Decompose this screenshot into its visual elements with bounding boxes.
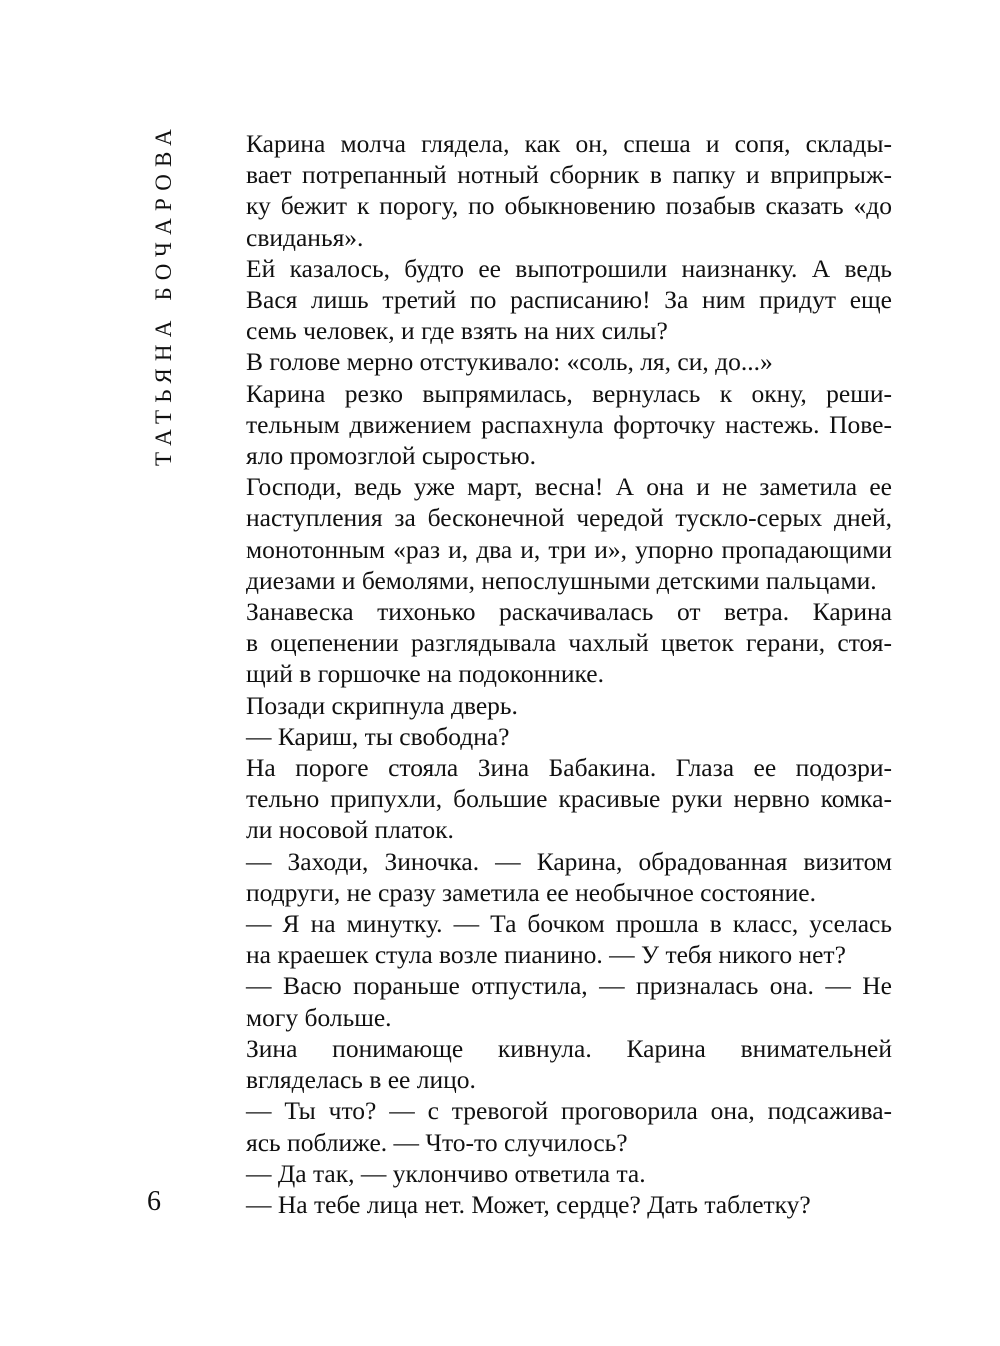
paragraph — [208, 253, 892, 347]
paragraph — [208, 1189, 892, 1220]
paragraph — [208, 1095, 892, 1157]
text-line: Карина молча глядела, как он, спеша и сопя, склады- — [246, 129, 892, 158]
text-line: подруги, не сразу заметила ее необычное состояние. — [246, 877, 816, 907]
text-line: Зина понимающе кивнула. Карина внимательней — [246, 1033, 892, 1063]
paragraph — [208, 846, 892, 908]
body-text — [208, 128, 892, 1220]
text-line: ясь поближе. — Что-то случилось? — [246, 1127, 628, 1157]
text-line: — Кариш, ты свободна? — [246, 721, 510, 751]
text-line: — Ты что? — с тревогой проговорила она, подсажива- — [246, 1096, 892, 1126]
text-line: ку бежит к порогу, по обыкновению позабыв сказать «до — [246, 191, 892, 221]
running-head — [147, 122, 181, 466]
paragraph — [208, 471, 892, 596]
paragraph — [208, 721, 892, 752]
text-line: — Я на минутку. — Та бочком прошла в класс, уселась — [246, 909, 892, 939]
text-line: вгляделась в ее лицо. — [246, 1065, 476, 1095]
text-line: Позади скрипнула дверь. — [246, 690, 518, 720]
text-line: на краешек стула возле пианино. — У тебя никого нет? — [246, 940, 846, 970]
text-line: наступления за бесконечной чередой тускло-серых дней, — [246, 503, 892, 533]
text-line: В голове мерно отстукивало: «соль, ля, си, до...» — [246, 347, 773, 377]
text-line: могу больше. — [246, 1002, 392, 1032]
text-line: монотонным «раз и, два и, три и», упорно пропадающими — [246, 534, 892, 564]
paragraph — [208, 378, 892, 472]
page-number: 6 — [147, 1186, 161, 1217]
text-line: Ей казалось, будто ее выпотрошили наизнанку. А ведь — [246, 253, 892, 283]
running-head-text: ТАТЬЯНА БОЧАРОВА — [151, 122, 176, 466]
paragraph — [208, 1158, 892, 1189]
text-line: На пороге стояла Зина Бабакина. Глаза ее подозри- — [246, 753, 892, 783]
text-line: Карина резко выпрямилась, вернулась к окну, реши- — [246, 378, 892, 408]
text-line: Занавеска тихонько раскачивалась от ветра. Карина — [246, 597, 892, 627]
paragraph — [208, 1033, 892, 1095]
text-line: — На тебе лица нет. Может, сердце? Дать таблетку? — [246, 1189, 811, 1219]
text-line: вает потрепанный нотный сборник в папку и вприпрыж- — [246, 160, 892, 190]
text-line: диезами и бемолями, непослушными детскими пальцами. — [246, 565, 877, 595]
text-line: свиданья». — [246, 222, 364, 252]
text-line: семь человек, и где взять на них силы? — [246, 316, 668, 346]
text-line: — Заходи, Зиночка. — Карина, обрадованная визитом — [246, 846, 892, 876]
paragraph — [208, 690, 892, 721]
text-line: в оцепенении разглядывала чахлый цветок герани, стоя- — [246, 628, 892, 658]
text-line: — Да так, — уклончиво ответила та. — [246, 1158, 646, 1188]
text-line: тельно припухли, большие красивые руки нервно комка- — [246, 784, 892, 814]
text-line: Господи, ведь уже март, весна! А она и не заметила ее — [246, 472, 892, 502]
text-line: Вася лишь третий по расписанию! За ним придут еще — [246, 285, 892, 315]
paragraph — [208, 908, 892, 970]
text-line: тельным движением распахнула форточку настежь. Пове- — [246, 409, 892, 439]
text-line: щий в горшочке на подоконнике. — [246, 659, 604, 689]
paragraph — [208, 752, 892, 846]
paragraph — [208, 346, 892, 377]
text-line: ли носовой платок. — [246, 815, 454, 845]
paragraph — [208, 128, 892, 253]
paragraph — [208, 596, 892, 690]
paragraph — [208, 970, 892, 1032]
text-line: — Васю пораньше отпустила, — призналась она. — Не — [246, 971, 892, 1001]
text-line: яло промозглой сыростью. — [246, 441, 536, 471]
